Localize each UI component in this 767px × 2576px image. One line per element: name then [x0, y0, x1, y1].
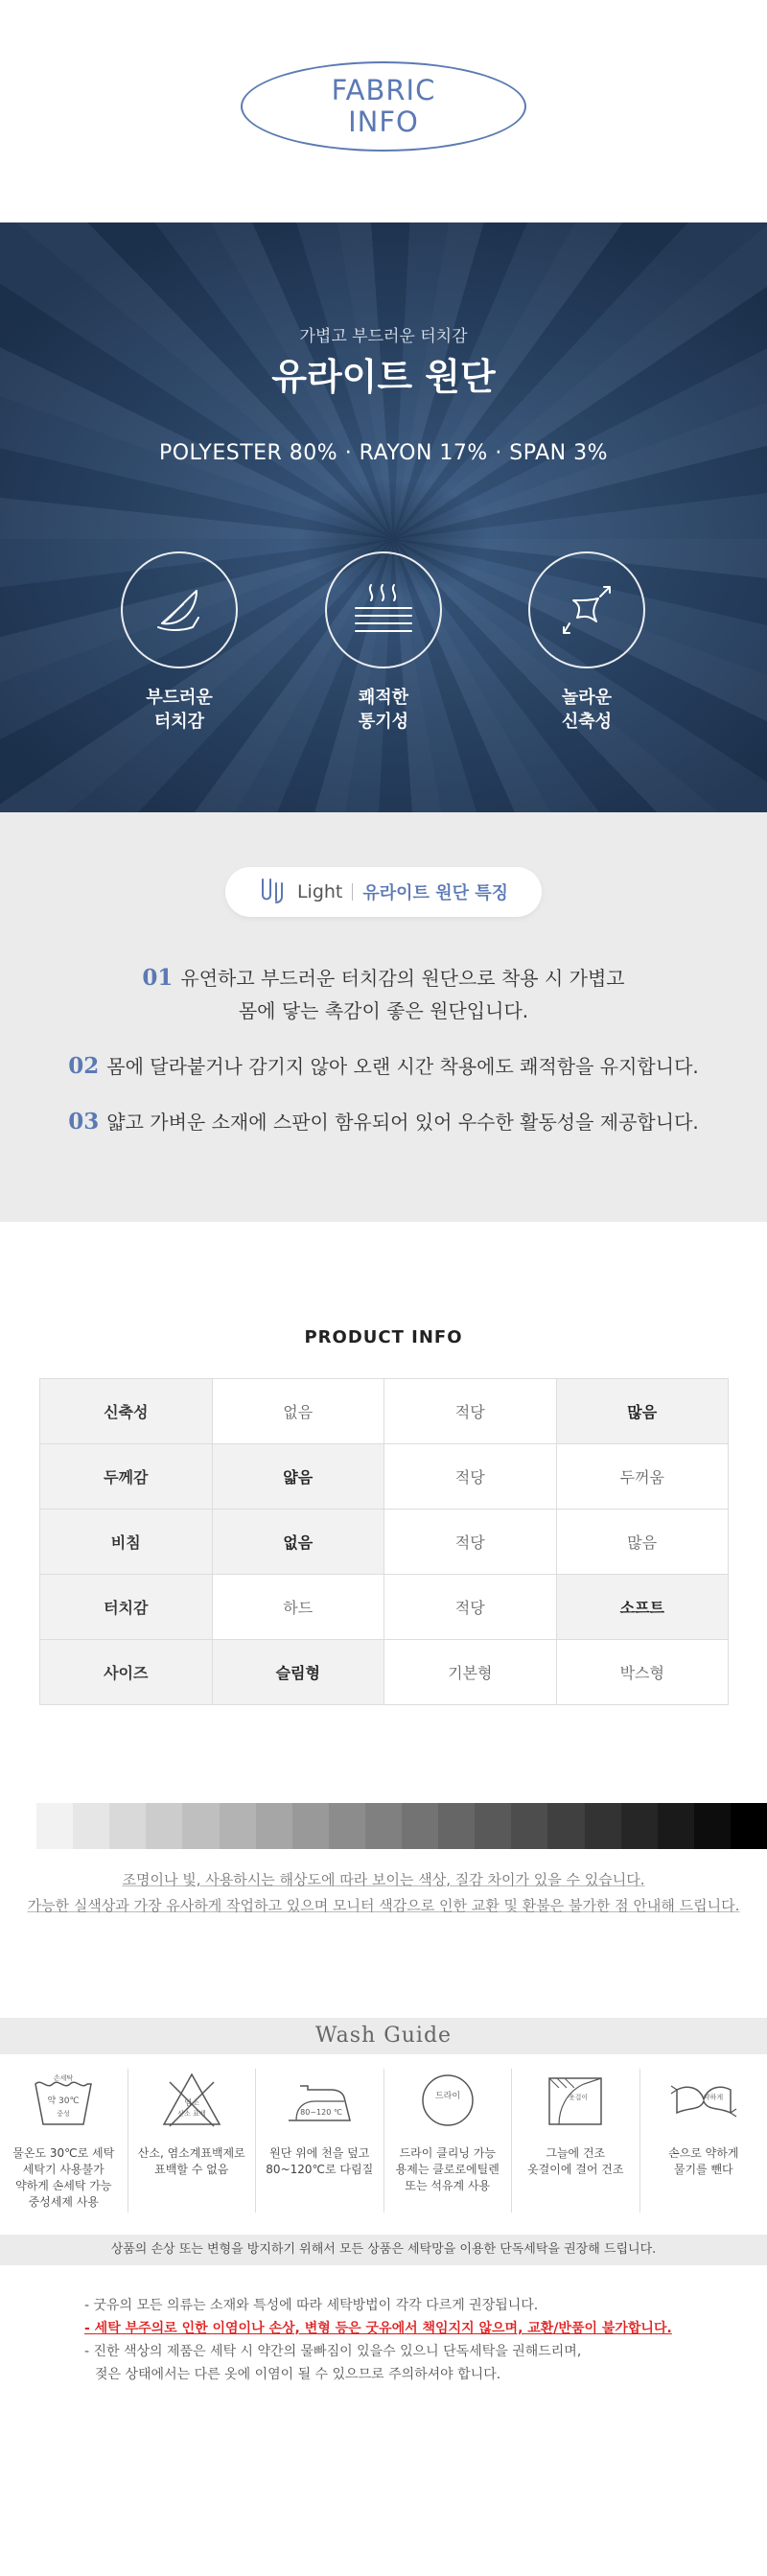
hero-title: 유라이트 원단	[271, 356, 496, 398]
product-info-label: 사이즈	[40, 1640, 213, 1705]
feature-soft-touch	[103, 551, 256, 734]
product-info-option: 적당	[384, 1510, 557, 1575]
wash-recommendation-banner: 상품의 손상 또는 변형을 방지하기 위해서 모든 상품은 세탁망을 이용한 단독세탁을 권장해 드립니다.	[0, 2235, 767, 2265]
product-info-row	[40, 1575, 729, 1640]
pill-divider	[352, 883, 353, 901]
color-disclaimer	[0, 1867, 767, 1919]
bleach-icon-label: 염소	[184, 2098, 199, 2107]
wash-desc-line: 80~120℃로 다림질	[266, 2163, 374, 2176]
trait-number: 03	[68, 1109, 100, 1135]
wash-guide-title: Wash Guide	[0, 2018, 767, 2054]
product-info-label: 신축성	[40, 1379, 213, 1444]
dry-icon-label: 드라이	[434, 2092, 460, 2101]
fabric-hero	[0, 222, 767, 812]
feather-icon	[121, 551, 238, 668]
care-note: 젖은 상태에서는 다른 옷에 이염이 될 수 있으므로 주의하셔야 합니다.	[95, 2367, 501, 2382]
product-info-option-selected: 없음	[212, 1510, 384, 1575]
gray-swatch	[36, 1803, 73, 1849]
trait-text: 얇고 가벼운 소재에 스판이 함유되어 있어 우수한 활동성을 제공합니다.	[106, 1111, 699, 1134]
care-note-warning: - 세탁 부주의로 인한 이염이나 손상, 변형 등은 굿유에서 책임지지 않으며, 교환/반품이 불가합니다.	[84, 2321, 672, 2336]
product-info-option-selected: 소프트	[556, 1575, 729, 1640]
gray-swatch	[438, 1803, 475, 1849]
feature-stretch	[510, 551, 663, 734]
wash-desc	[138, 2145, 245, 2178]
product-info-label: 비침	[40, 1510, 213, 1575]
gray-swatch	[0, 1803, 36, 1849]
product-info-option-selected: 많음	[556, 1379, 729, 1444]
wash-item-dry-clean	[384, 2069, 513, 2213]
shade-icon-label: 옷걸이	[569, 2094, 589, 2101]
product-info-option: 두꺼움	[556, 1444, 729, 1510]
no-bleach-icon	[151, 2069, 233, 2132]
fabric-info-line2: INFO	[348, 105, 419, 138]
wash-desc-line: 표백할 수 없음	[154, 2163, 229, 2176]
wash-basin-icon	[22, 2069, 105, 2132]
traits-heading-pill	[225, 867, 542, 917]
hero-subtitle: 가볍고 부드러운 터치감	[299, 327, 468, 346]
product-info-table	[39, 1378, 729, 1705]
gray-swatch	[182, 1803, 219, 1849]
gray-swatch	[73, 1803, 109, 1849]
gray-swatch	[402, 1803, 438, 1849]
color-note-line2: 가능한 실색상과 가장 유사하게 작업하고 있으며 모니터 색감으로 인한 교환 및 환불은 불가한 점 안내해 드립니다.	[27, 1897, 740, 1914]
gray-swatch	[220, 1803, 256, 1849]
gray-swatch	[585, 1803, 621, 1849]
feature-breathable-line1: 쾌적한	[358, 688, 409, 708]
trait-item-1	[0, 962, 767, 1027]
wash-desc-line: 손으로 약하게	[668, 2146, 739, 2160]
iron-icon	[278, 2069, 360, 2132]
gray-swatch	[256, 1803, 292, 1849]
wring-icon-label: 약하게	[703, 2094, 723, 2101]
product-info-option: 적당	[384, 1444, 557, 1510]
gray-swatch	[621, 1803, 658, 1849]
feature-soft-line2: 터치감	[153, 712, 205, 732]
wash-guide-grid	[0, 2069, 767, 2213]
light-brand-text: Light	[296, 881, 343, 902]
product-info-title: PRODUCT INFO	[304, 1327, 463, 1347]
wash-desc	[668, 2145, 738, 2178]
wash-icon-label: 손세탁	[54, 2074, 74, 2082]
gray-swatch	[547, 1803, 584, 1849]
gray-swatch	[329, 1803, 365, 1849]
wash-item-no-bleach	[128, 2069, 257, 2213]
shade-dry-icon	[534, 2069, 616, 2132]
trait-text-cont: 몸에 닿는 촉감이 좋은 원단입니다.	[238, 999, 529, 1022]
product-info-label: 터치감	[40, 1575, 213, 1640]
wash-desc-line: 약하게 손세탁 가능	[15, 2179, 112, 2192]
wash-desc-line: 옷걸이에 걸어 건조	[527, 2163, 624, 2176]
wash-icon-temp: 약 30℃	[47, 2096, 80, 2106]
wring-icon	[662, 2069, 745, 2132]
gray-swatch	[365, 1803, 402, 1849]
gray-swatch	[658, 1803, 694, 1849]
gray-swatch	[292, 1803, 329, 1849]
wash-desc-line: 그늘에 건조	[546, 2146, 606, 2160]
product-info-row	[40, 1510, 729, 1575]
product-info-option-selected: 얇음	[212, 1444, 384, 1510]
fabric-traits-section	[0, 812, 767, 1222]
fabric-info-badge	[241, 61, 526, 152]
light-logo-icon	[259, 876, 288, 908]
gray-swatch	[109, 1803, 146, 1849]
wash-item-iron	[256, 2069, 384, 2213]
breathable-icon	[325, 551, 442, 668]
feature-breathable	[307, 551, 460, 734]
trait-item-2	[0, 1050, 767, 1083]
gray-swatch	[511, 1803, 547, 1849]
wash-desc	[12, 2145, 114, 2211]
product-info-option: 없음	[212, 1379, 384, 1444]
product-info-option: 적당	[384, 1379, 557, 1444]
fabric-composition: POLYESTER 80% · RAYON 17% · SPAN 3%	[158, 441, 609, 465]
product-info-option: 박스형	[556, 1640, 729, 1705]
product-info-row	[40, 1379, 729, 1444]
gray-swatch	[694, 1803, 731, 1849]
feature-breathable-line2: 통기성	[358, 712, 409, 732]
care-note: - 굿유의 모든 의류는 소재와 특성에 따라 세탁방법이 각각 다르게 권장됩니다.	[84, 2298, 539, 2313]
feature-soft-line1: 부드러운	[146, 688, 213, 708]
wash-desc-line: 산소, 염소계표백제로	[137, 2146, 245, 2160]
feature-stretch-line2: 신축성	[561, 712, 613, 732]
bleach-icon-label2: 산소 표백	[177, 2110, 206, 2118]
product-info-row	[40, 1444, 729, 1510]
dry-clean-icon	[407, 2069, 489, 2132]
traits-heading: 유라이트 원단 특징	[362, 883, 509, 903]
wash-desc-line: 세탁기 사용불가	[22, 2163, 105, 2176]
grayscale-bar	[0, 1803, 767, 1849]
wash-desc-line: 용제는 클로로에틸렌	[395, 2163, 500, 2176]
wash-desc	[396, 2145, 500, 2194]
gray-swatch	[146, 1803, 182, 1849]
gray-swatch	[475, 1803, 511, 1849]
trait-number: 01	[142, 965, 174, 991]
wash-desc	[527, 2145, 623, 2178]
product-info-option-selected: 슬림형	[212, 1640, 384, 1705]
wash-desc	[266, 2145, 373, 2178]
wash-desc-line: 또는 석유계 사용	[405, 2179, 491, 2192]
wash-desc-line: 드라이 클리닝 가능	[399, 2146, 496, 2160]
wash-item-wring	[640, 2069, 767, 2213]
wash-desc-line: 물온도 30℃로 세탁	[12, 2146, 115, 2160]
trait-text: 유연하고 부드러운 터치감의 원단으로 착용 시 가볍고	[180, 967, 625, 990]
iron-icon-label: 80~120 ℃	[300, 2108, 343, 2117]
product-info-option: 기본형	[384, 1640, 557, 1705]
trait-number: 02	[68, 1053, 100, 1079]
wash-item-handwash	[0, 2069, 128, 2213]
product-info-option: 많음	[556, 1510, 729, 1575]
wash-desc-line: 원단 위에 천을 덮고	[269, 2146, 370, 2160]
wash-icon-detergent: 중성	[57, 2110, 71, 2118]
feature-stretch-line1: 놀라운	[561, 688, 613, 708]
product-info-option: 적당	[384, 1575, 557, 1640]
fabric-info-line1: FABRIC	[331, 74, 436, 106]
care-note: - 진한 색상의 제품은 세탁 시 약간의 물빠짐이 있을수 있으니 단독세탁을 권해드리며,	[84, 2344, 582, 2359]
stretch-icon	[528, 551, 645, 668]
product-info-label: 두께감	[40, 1444, 213, 1510]
gray-swatch	[731, 1803, 767, 1849]
product-info-option: 하드	[212, 1575, 384, 1640]
wash-desc-line: 물기를 뺀다	[673, 2163, 733, 2176]
product-info-row	[40, 1640, 729, 1705]
care-notes	[84, 2294, 736, 2386]
wash-item-shade-dry	[512, 2069, 640, 2213]
trait-text: 몸에 달라붙거나 감기지 않아 오랜 시간 착용에도 쾌적함을 유지합니다.	[106, 1055, 699, 1078]
wash-desc-line: 중성세제 사용	[28, 2195, 99, 2209]
color-note-line1: 조명이나 빛, 사용하시는 해상도에 따라 보이는 색상, 질감 차이가 있을 수 있습니다.	[122, 1871, 645, 1888]
trait-item-3	[0, 1106, 767, 1138]
